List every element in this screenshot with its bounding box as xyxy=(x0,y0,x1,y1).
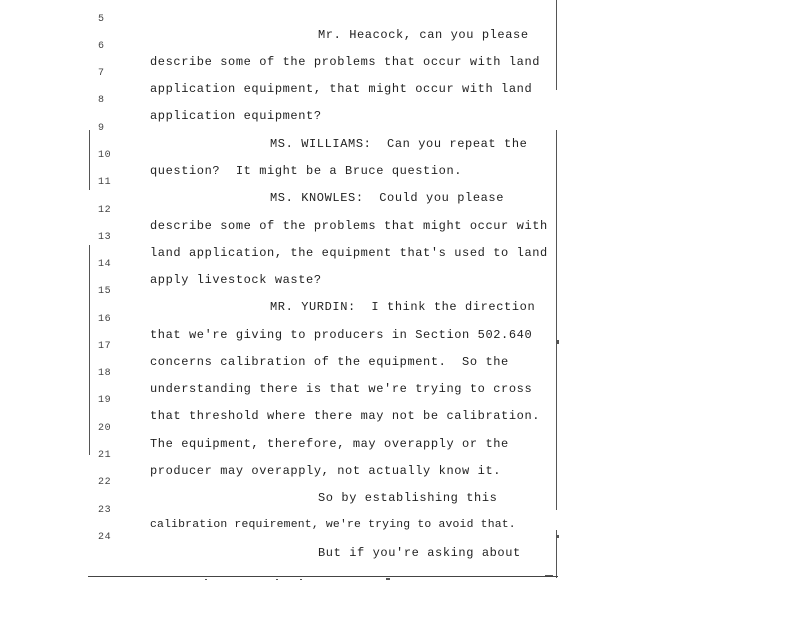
line-number: 19 xyxy=(98,395,112,406)
line-text: MR. YURDIN: I think the direction xyxy=(270,300,536,314)
scan-speck xyxy=(386,578,390,580)
line-number: 9 xyxy=(98,123,105,134)
scan-speck xyxy=(557,340,559,344)
line-number: 20 xyxy=(98,423,112,434)
line-number: 7 xyxy=(98,68,105,79)
line-number: 23 xyxy=(98,505,112,516)
right-margin-rule xyxy=(556,130,557,510)
scan-speck xyxy=(545,575,553,576)
line-text: application equipment? xyxy=(150,109,322,123)
line-text: that threshold where there may not be calibration. xyxy=(150,409,541,423)
line-text: apply livestock waste? xyxy=(150,273,322,287)
line-number: 13 xyxy=(98,232,112,243)
line-text: question? It might be a Bruce question. xyxy=(150,164,463,178)
line-number: 6 xyxy=(98,41,105,52)
line-text: The equipment, therefore, may overapply or the xyxy=(150,437,509,451)
line-text: producer may overapply, not actually know it. xyxy=(150,464,502,478)
line-number: 24 xyxy=(98,532,112,543)
transcript-line xyxy=(0,0,529,42)
line-text: that we're giving to producers in Section 502.640 xyxy=(150,328,533,342)
scan-speck xyxy=(276,579,278,580)
line-number: 14 xyxy=(98,259,112,270)
line-text: understanding there is that we're trying to cross xyxy=(150,382,533,396)
line-number: 10 xyxy=(98,150,112,161)
line-number: 21 xyxy=(98,450,112,461)
line-number: 15 xyxy=(98,286,112,297)
scan-speck xyxy=(300,579,302,580)
left-margin-rule xyxy=(89,245,90,455)
scan-speck xyxy=(205,579,207,580)
line-text: describe some of the problems that might occur with xyxy=(150,219,548,233)
page-bottom-rule xyxy=(88,576,558,577)
transcript-line xyxy=(0,81,322,123)
line-number: 18 xyxy=(98,368,112,379)
left-margin-rule xyxy=(89,130,90,190)
line-text: calibration requirement, we're trying to avoid that. xyxy=(150,519,516,531)
line-text: application equipment, that might occur with land xyxy=(150,82,533,96)
scan-speck xyxy=(557,535,559,538)
transcript-line xyxy=(0,245,322,287)
line-text: land application, the equipment that's used to land xyxy=(150,246,548,260)
line-number: 11 xyxy=(98,177,112,188)
line-text: MS. WILLIAMS: Can you repeat the xyxy=(270,137,528,151)
line-text: Mr. Heacock, can you please xyxy=(318,28,529,42)
line-text: But if you're asking about xyxy=(318,546,521,560)
line-text: So by establishing this xyxy=(318,491,498,505)
line-text: describe some of the problems that occur with land xyxy=(150,55,541,69)
line-number: 5 xyxy=(98,14,105,25)
line-number: 22 xyxy=(98,477,112,488)
line-number: 17 xyxy=(98,341,112,352)
line-text: concerns calibration of the equipment. So the xyxy=(150,355,509,369)
line-number: 12 xyxy=(98,205,112,216)
line-number: 8 xyxy=(98,95,105,106)
line-number: 16 xyxy=(98,314,112,325)
line-text: MS. KNOWLES: Could you please xyxy=(270,191,505,205)
right-margin-rule xyxy=(556,0,557,90)
